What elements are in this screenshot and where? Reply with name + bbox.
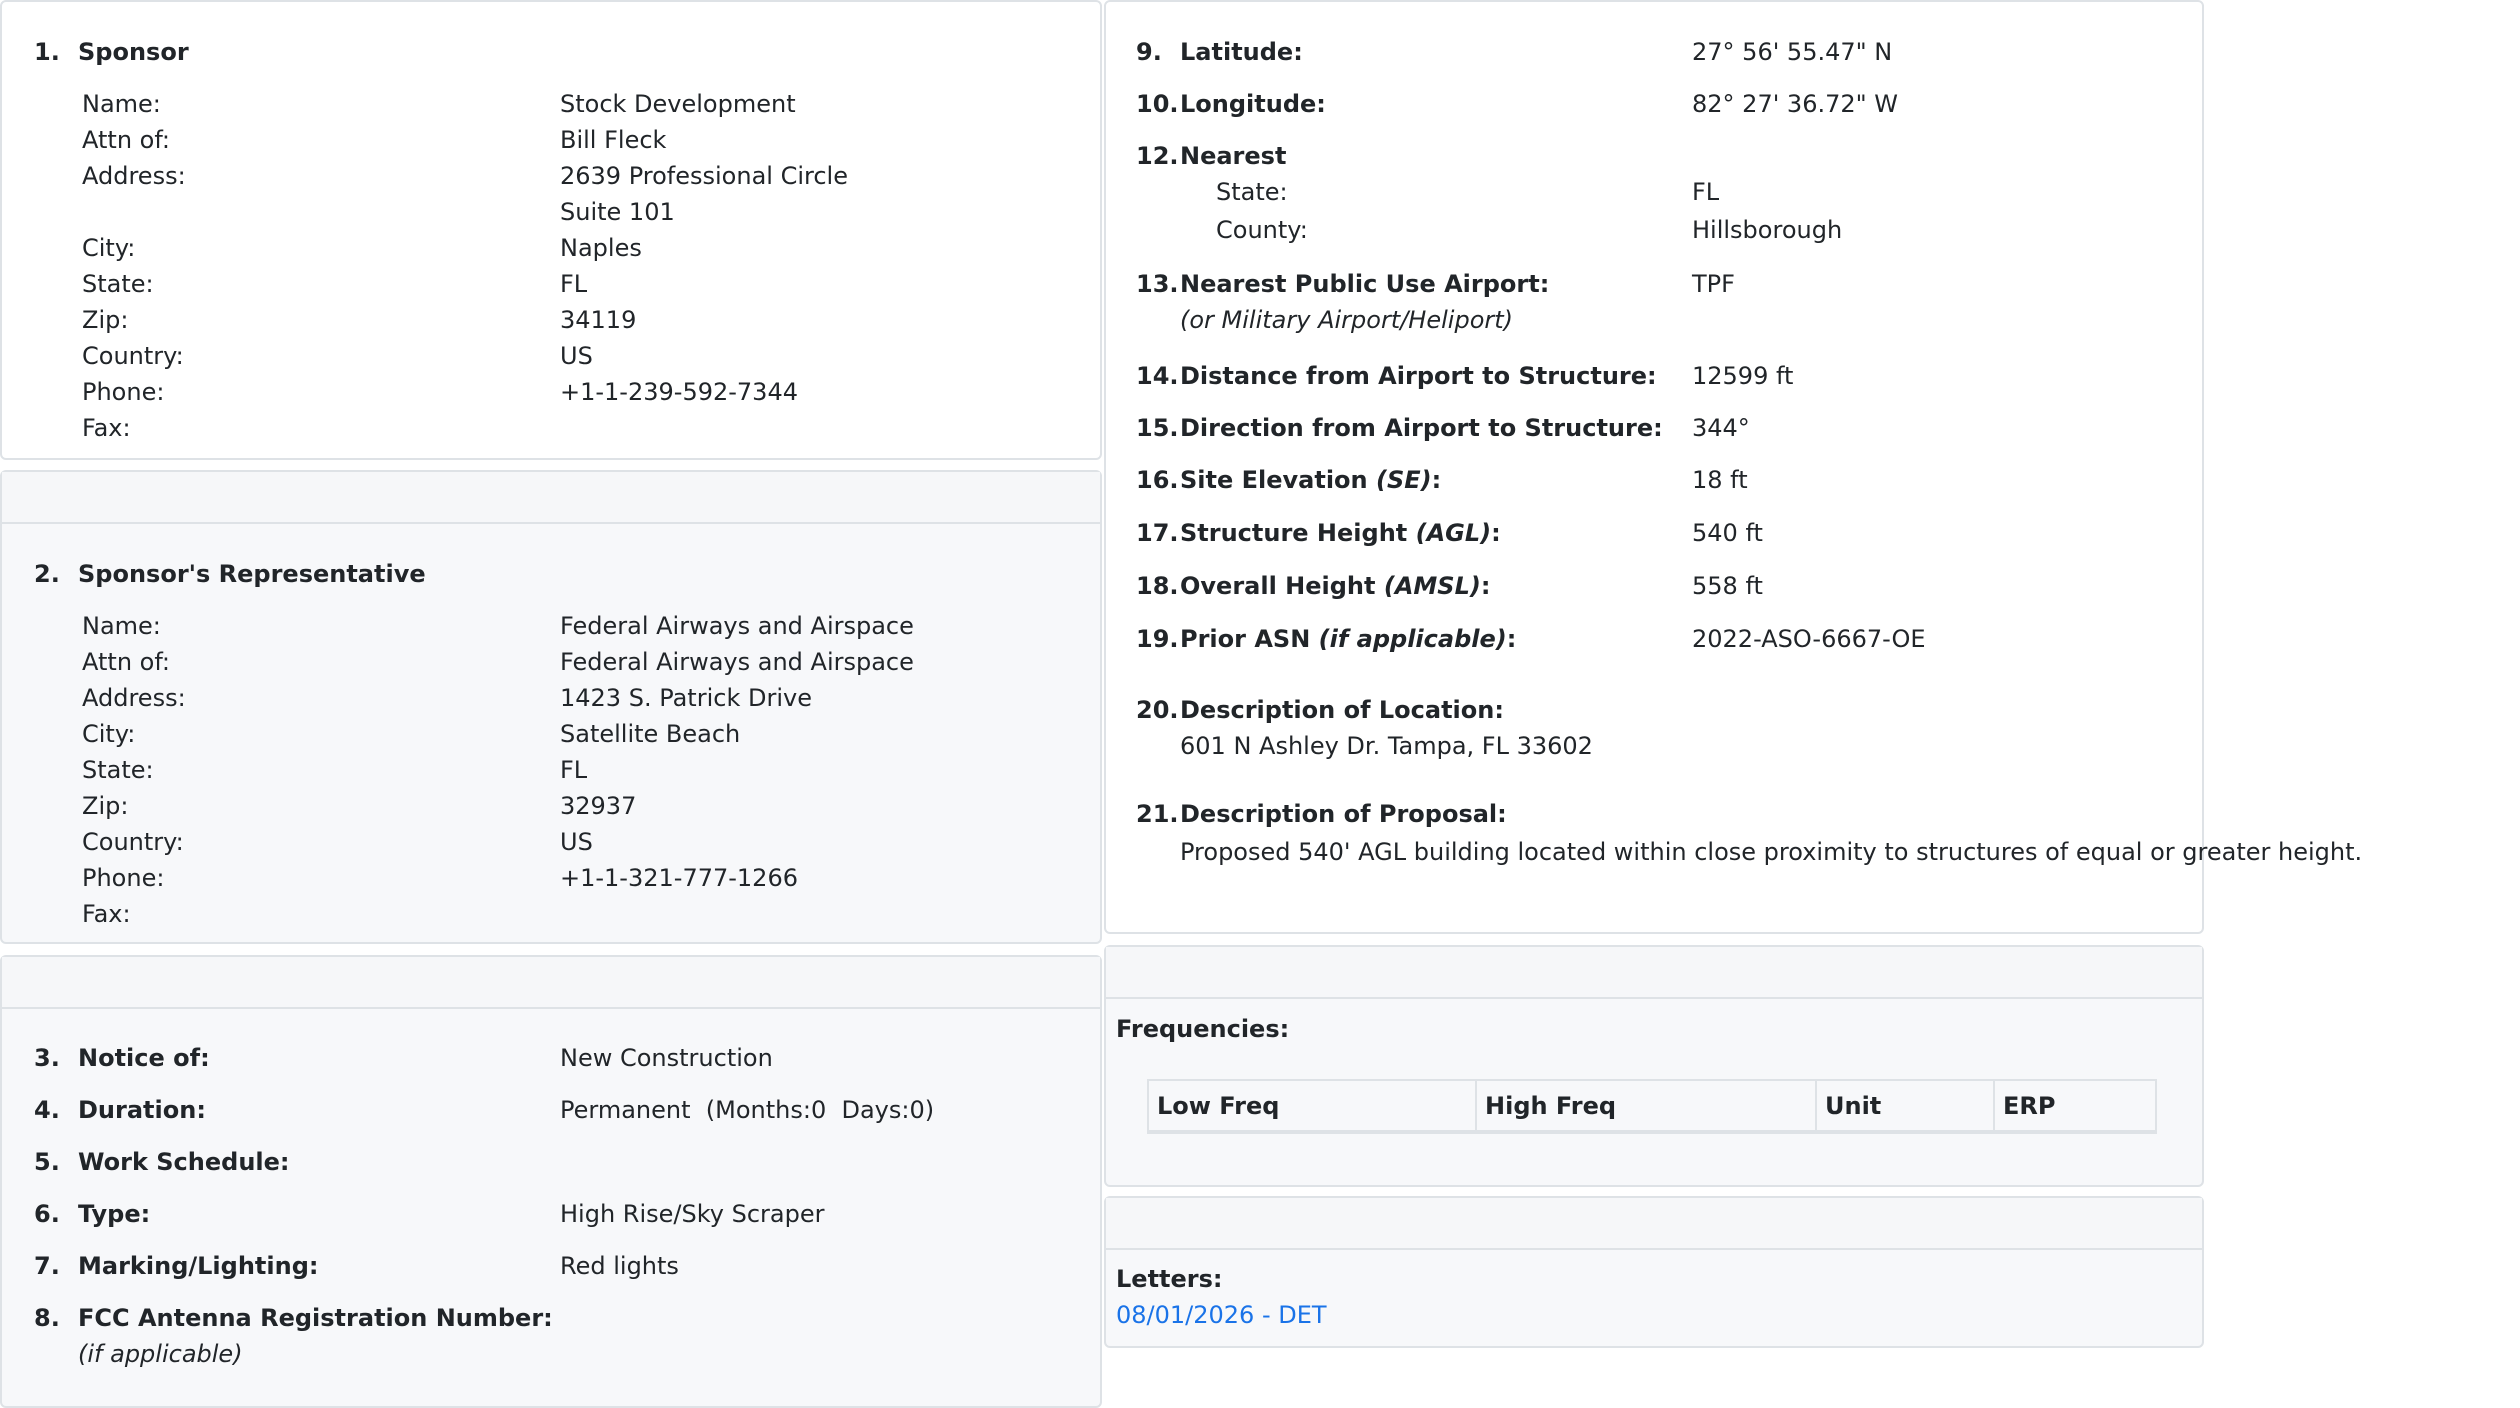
struct-height-num: 17. [1136, 519, 1179, 547]
sponsor-num: 1. [34, 38, 60, 66]
overall-height-value: 558 ft [1692, 572, 1763, 600]
lat-label: Latitude: [1180, 38, 1303, 66]
rep-num: 2. [34, 560, 60, 588]
marking-lighting-value: Red lights [560, 1252, 679, 1280]
desc-proposal-num: 21. [1136, 800, 1179, 828]
overall-height-label [1180, 570, 1490, 602]
freq-col-low: Low Freq [1148, 1080, 1476, 1132]
nearest-state-label: State: [1216, 178, 1288, 206]
frequencies-title: Frequencies: [1116, 1015, 1290, 1043]
airport-num: 13. [1136, 270, 1179, 298]
nearest-num: 12. [1136, 142, 1179, 170]
frequencies-header-row [1148, 1080, 2156, 1132]
site-elev-label-paren: (SE) [1375, 466, 1432, 494]
struct-height-label-suffix: : [1491, 519, 1501, 547]
notice-of-label: Notice of: [78, 1044, 210, 1072]
overall-height-num: 18. [1136, 572, 1179, 600]
notice-card-header [2, 957, 1100, 1009]
rep-zip-value: 32937 [560, 792, 637, 820]
prior-asn-label-suffix: : [1506, 625, 1517, 653]
direction-value: 344° [1692, 414, 1750, 442]
duration-value: Permanent (Months:0 Days:0) [560, 1096, 935, 1124]
site-elev-num: 16. [1136, 466, 1179, 494]
desc-location-num: 20. [1136, 696, 1179, 724]
frequencies-table [1147, 1079, 2157, 1134]
sponsor-city-label: City: [82, 234, 136, 262]
sponsor-state-value: FL [560, 270, 588, 298]
notice-num-7: 7. [34, 1252, 60, 1280]
notice-num-6: 6. [34, 1200, 60, 1228]
notice-num-8: 8. [34, 1304, 60, 1332]
sponsor-country-value: US [560, 342, 593, 370]
rep-address-label: Address: [82, 684, 186, 712]
direction-num: 15. [1136, 414, 1179, 442]
sponsor-name-label: Name: [82, 90, 161, 118]
airport-label: Nearest Public Use Airport: [1180, 270, 1550, 298]
rep-country-value: US [560, 828, 593, 856]
sponsor-attn-label: Attn of: [82, 126, 171, 154]
struct-height-label [1180, 517, 1501, 549]
sponsor-title: Sponsor [78, 38, 189, 66]
airport-value: TPF [1692, 270, 1735, 298]
rep-zip-label: Zip: [82, 792, 129, 820]
nearest-county-label: County: [1216, 216, 1308, 244]
freq-col-erp: ERP [1994, 1080, 2156, 1132]
direction-label: Direction from Airport to Structure: [1180, 414, 1663, 442]
site-elev-label-text: Site Elevation [1180, 466, 1376, 494]
prior-asn-label [1180, 623, 1516, 655]
sponsor-address-line1: 2639 Professional Circle [560, 162, 848, 190]
lon-value: 82° 27' 36.72" W [1692, 90, 1899, 118]
notice-num-5: 5. [34, 1148, 60, 1176]
rep-phone-value: +1-1-321-777-1266 [560, 864, 798, 892]
lon-label: Longitude: [1180, 90, 1326, 118]
rep-country-label: Country: [82, 828, 184, 856]
frequencies-card [1104, 945, 2204, 1187]
frequencies-card-header [1106, 947, 2202, 999]
struct-height-value: 540 ft [1692, 519, 1763, 547]
struct-height-label-text: Structure Height [1180, 519, 1416, 547]
notice-of-value: New Construction [560, 1044, 773, 1072]
sponsor-city-value: Naples [560, 234, 642, 262]
sponsor-zip-value: 34119 [560, 306, 637, 334]
nearest-state-value: FL [1692, 178, 1720, 206]
sponsor-zip-label: Zip: [82, 306, 129, 334]
lat-num: 9. [1136, 38, 1162, 66]
distance-label: Distance from Airport to Structure: [1180, 362, 1657, 390]
notice-num-4: 4. [34, 1096, 60, 1124]
fcc-note: (if applicable) [78, 1340, 243, 1368]
sponsor-phone-value: +1-1-239-592-7344 [560, 378, 798, 406]
work-schedule-label: Work Schedule: [78, 1148, 290, 1176]
letter-link[interactable]: 08/01/2026 - DET [1116, 1301, 1327, 1329]
nearest-label: Nearest [1180, 142, 1287, 170]
sponsor-card [0, 0, 1102, 460]
desc-proposal-label: Description of Proposal: [1180, 800, 1507, 828]
rep-attn-label: Attn of: [82, 648, 171, 676]
rep-card-header [2, 472, 1100, 524]
overall-height-label-text: Overall Height [1180, 572, 1384, 600]
lat-value: 27° 56' 55.47" N [1692, 38, 1893, 66]
rep-city-value: Satellite Beach [560, 720, 741, 748]
rep-city-label: City: [82, 720, 136, 748]
rep-phone-label: Phone: [82, 864, 165, 892]
sponsor-phone-label: Phone: [82, 378, 165, 406]
rep-title: Sponsor's Representative [78, 560, 426, 588]
sponsor-country-label: Country: [82, 342, 184, 370]
sponsor-state-label: State: [82, 270, 154, 298]
prior-asn-value: 2022-ASO-6667-OE [1692, 625, 1926, 653]
rep-state-value: FL [560, 756, 588, 784]
rep-name-value: Federal Airways and Airspace [560, 612, 914, 640]
marking-lighting-label: Marking/Lighting: [78, 1252, 319, 1280]
rep-state-label: State: [82, 756, 154, 784]
fcc-label: FCC Antenna Registration Number: [78, 1304, 553, 1332]
rep-attn-value: Federal Airways and Airspace [560, 648, 914, 676]
airport-note: (or Military Airport/Heliport) [1180, 306, 1514, 334]
letters-title: Letters: [1116, 1265, 1223, 1293]
desc-location-label: Description of Location: [1180, 696, 1504, 724]
nearest-county-value: Hillsborough [1692, 216, 1843, 244]
desc-location-value: 601 N Ashley Dr. Tampa, FL 33602 [1180, 732, 1593, 760]
prior-asn-num: 19. [1136, 625, 1179, 653]
desc-proposal-value: Proposed 540' AGL building located within close proximity to structures of equal or greater height. [1180, 838, 2363, 866]
distance-num: 14. [1136, 362, 1179, 390]
duration-label: Duration: [78, 1096, 206, 1124]
sponsor-fax-label: Fax: [82, 414, 131, 442]
prior-asn-label-text: Prior ASN [1180, 625, 1319, 653]
sponsor-name-value: Stock Development [560, 90, 796, 118]
sponsor-address-label: Address: [82, 162, 186, 190]
overall-height-label-paren: (AMSL) [1383, 572, 1481, 600]
site-elev-label-suffix: : [1431, 466, 1442, 494]
rep-address-value: 1423 S. Patrick Drive [560, 684, 812, 712]
sponsor-attn-value: Bill Fleck [560, 126, 667, 154]
overall-height-label-suffix: : [1480, 572, 1491, 600]
type-value: High Rise/Sky Scraper [560, 1200, 825, 1228]
freq-col-high: High Freq [1476, 1080, 1816, 1132]
type-label: Type: [78, 1200, 151, 1228]
freq-col-unit: Unit [1816, 1080, 1994, 1132]
rep-fax-label: Fax: [82, 900, 131, 928]
site-elev-label [1180, 464, 1441, 496]
sponsor-address-line2: Suite 101 [560, 198, 675, 226]
rep-name-label: Name: [82, 612, 161, 640]
letters-card-header [1106, 1198, 2202, 1250]
notice-num-3: 3. [34, 1044, 60, 1072]
site-elev-value: 18 ft [1692, 466, 1748, 494]
struct-height-label-paren: (AGL) [1415, 519, 1492, 547]
prior-asn-label-paren: (if applicable) [1318, 625, 1507, 653]
distance-value: 12599 ft [1692, 362, 1794, 390]
lon-num: 10. [1136, 90, 1179, 118]
